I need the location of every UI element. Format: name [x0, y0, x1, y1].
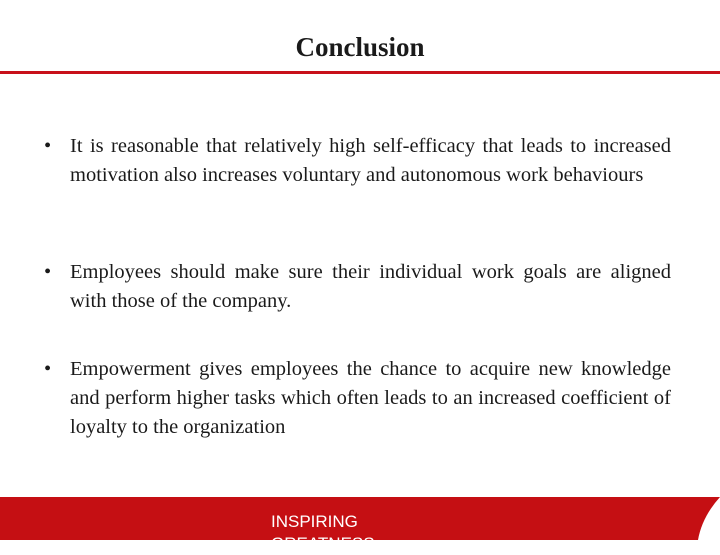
- bullet-item: [44, 132, 671, 190]
- bullet-dot: •: [44, 261, 52, 283]
- title-divider: [0, 71, 720, 74]
- bullet-item: [44, 258, 671, 316]
- bullet-text: Employees should make sure their individual work goals are aligned with those of the company.: [70, 261, 671, 312]
- bullet-text: Empowerment gives employees the chance to acquire new knowledge and perform higher tasks which often leads to an increased coefficient of loyalty to the organization: [70, 358, 671, 438]
- bullet-dot: •: [44, 358, 52, 380]
- footer-corner-curve: [690, 497, 720, 540]
- slide-title: Conclusion: [295, 32, 425, 62]
- footer-line-2: GREATNESS: [271, 534, 375, 553]
- bullet-text: It is reasonable that relatively high self-efficacy that leads to increased motivation also increases voluntary and autonomous work behaviours: [70, 135, 671, 186]
- footer-tagline: [271, 511, 375, 555]
- bullet-dot: •: [44, 135, 52, 157]
- footer-line-1: INSPIRING: [271, 512, 358, 531]
- footer-bar: [0, 497, 720, 553]
- bullet-item: [44, 355, 671, 442]
